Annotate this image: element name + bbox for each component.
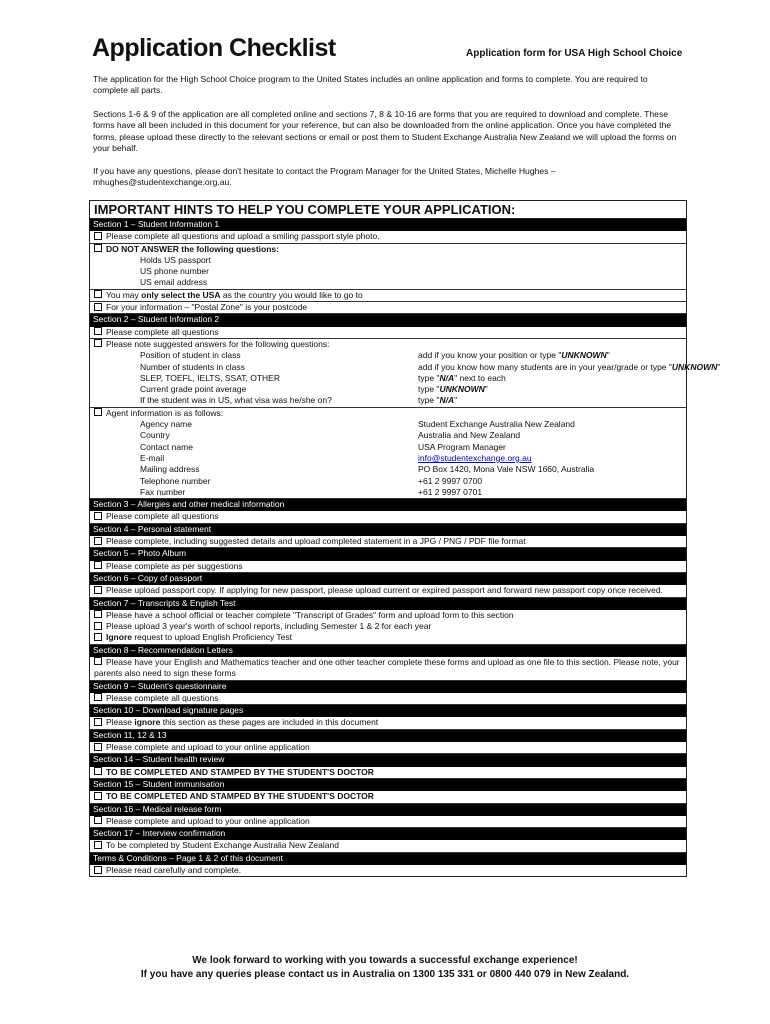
checkbox-icon [94, 743, 102, 751]
section-header: Section 14 – Student health review [90, 754, 686, 766]
checkbox-icon [94, 657, 102, 665]
sub-item: Holds US passport [140, 254, 211, 265]
section-header: Section 2 – Student Information 2 [90, 314, 686, 326]
section-header: Section 1 – Student Information 1 [90, 219, 686, 231]
intro-paragraph-2: Sections 1-6 & 9 of the application are all completed online and sections 7, 8 & 10-16 are forms that you are required to download and complete. These forms have all been included in this document for your reference, but can also be downloaded from the online application. Once you have completed the forms, please upload these directly to the relevant sections or email or post them to Student Exchange Australia New Zealand we will upload the forms on your behalf. [93, 109, 677, 153]
hints-table [89, 200, 721, 877]
footer-line-1: We look forward to working with you towards a successful exchange experience! [192, 955, 578, 966]
checklist-item: TO BE COMPLETED AND STAMPED BY THE STUDENT'S DOCTOR [90, 791, 686, 803]
checkbox-icon [94, 792, 102, 800]
suggested-answer-row: Number of students in class add if you know how many students are in your year/grade or type "UNKNOWN" [140, 361, 721, 372]
checkbox-icon [94, 290, 102, 298]
page-title: Application Checklist [92, 34, 336, 62]
checkbox-icon [94, 866, 102, 874]
footer-line-2: If you have any queries please contact us in Australia on 1300 135 331 or 0800 440 079 in New Zealand. [140, 969, 630, 980]
suggested-answer-row: If the student was in US, what visa was he/she on? type "N/A" [90, 395, 686, 407]
checklist-item: Agent information is as follows: [90, 408, 686, 419]
section-header: Section 5 – Photo Album [90, 548, 686, 560]
sub-item: US email address [90, 277, 686, 289]
checkbox-icon [94, 718, 102, 726]
checklist-item: Please read carefully and complete. [90, 865, 686, 876]
section-header: Section 11, 12 & 13 [90, 730, 686, 742]
section-header: Section 16 – Medical release form [90, 804, 686, 816]
section-header: Section 10 – Download signature pages [90, 705, 686, 717]
checklist-item: Please complete and upload to your online application [90, 816, 686, 828]
agent-info-row: Mailing address PO Box 1420, Mona Vale NSW 1660, Australia [140, 464, 595, 475]
checkbox-icon [94, 339, 102, 347]
agent-info-row: Fax number +61 2 9997 0701 [90, 487, 686, 499]
checklist-item: DO NOT ANSWER the following questions: [90, 244, 686, 255]
agent-info-row: Country Australia and New Zealand [140, 430, 521, 441]
checkbox-icon [94, 561, 102, 569]
checkbox-icon [94, 303, 102, 311]
section-header: Section 3 – Allergies and other medical information [90, 499, 686, 511]
agent-info-row: Contact name USA Program Manager [140, 441, 506, 452]
section-header: Section 9 – Student's questionnaire [90, 681, 686, 693]
suggested-answer-row: Position of student in class add if you know your position or type "UNKNOWN" [140, 350, 610, 361]
checklist-item: Please ignore this section as these pages are included in this document [90, 717, 686, 729]
checklist-item: TO BE COMPLETED AND STAMPED BY THE STUDENT'S DOCTOR [90, 767, 686, 779]
agent-info-row: E-mail info@studentexchange.org.au [90, 453, 686, 464]
checklist-item: Please complete as per suggestions [90, 561, 686, 573]
checkbox-icon [94, 767, 102, 775]
checkbox-icon [94, 633, 102, 641]
hints-heading: IMPORTANT HINTS TO HELP YOU COMPLETE YOUR APPLICATION: [90, 201, 686, 219]
section-header: Terms & Conditions – Page 1 & 2 of this document [90, 853, 686, 865]
checklist-item: Please upload 3 year's worth of school reports, including Semester 1 & 2 for each year [90, 621, 686, 632]
checkbox-icon [94, 232, 102, 240]
checklist-item: You may only select the USA as the country you would like to go to [90, 290, 686, 302]
agent-info-row: Agency name Student Exchange Australia New Zealand [140, 419, 575, 430]
intro-paragraph-3: If you have any questions, please don't hesitate to contact the Program Manager for the United States, Michelle Hughes – mhughes@studentexchange.org.au. [93, 166, 556, 188]
checkbox-icon [94, 408, 102, 416]
section-header: Section 7 – Transcripts & English Test [90, 598, 686, 610]
checkbox-icon [94, 693, 102, 701]
checklist-item: Please have a school official or teacher complete "Transcript of Grades" form and upload form to this section [90, 610, 686, 621]
checkbox-icon [94, 816, 102, 824]
checklist-item: Please complete all questions [90, 693, 686, 705]
checkbox-icon [94, 841, 102, 849]
email-link[interactable]: info@studentexchange.org.au [418, 452, 532, 463]
suggested-answer-row: Current grade point average type "UNKNOWN" [140, 384, 488, 395]
checkbox-icon [94, 586, 102, 594]
checkbox-icon [94, 512, 102, 520]
intro-paragraph-1: The application for the High School Choice program to the United States includes an online application and forms to complete. You are required to complete all parts. [93, 74, 648, 96]
checklist-item: Ignore request to upload English Proficiency Test [90, 632, 686, 644]
checklist-item: To be completed by Student Exchange Australia New Zealand [90, 840, 686, 852]
checklist-item: Please complete all questions [90, 327, 686, 339]
checklist-item: Please complete and upload to your online application [90, 742, 686, 754]
checkbox-icon [94, 622, 102, 630]
section-header: Section 17 – Interview confirmation [90, 828, 686, 840]
section-header: Section 6 – Copy of passport [90, 573, 686, 585]
suggested-answer-row: SLEP, TOEFL, IELTS, SSAT, OTHER type "N/A" next to each [140, 372, 506, 383]
checklist-item: Please have your English and Mathematics teacher and one other teacher complete these forms and upload as one file to this section. Please note, your parents also need to sign these forms [90, 657, 686, 681]
agent-info-row: Telephone number +61 2 9997 0700 [140, 475, 483, 486]
sub-item: US phone number [140, 266, 209, 277]
checklist-item: Please complete, including suggested details and upload completed statement in a JPG / PNG / PDF file format [90, 536, 686, 548]
checklist-item: Please complete all questions [90, 511, 686, 523]
checkbox-icon [94, 327, 102, 335]
checklist-item: Please upload passport copy. If applying for new passport, please upload current or expired passport and forward new passport copy once received. [90, 585, 686, 597]
checkbox-icon [94, 244, 102, 252]
page-subtitle: Application form for USA High School Choice [466, 48, 683, 59]
checkbox-icon [94, 537, 102, 545]
checklist-item: Please complete all questions and upload a smiling passport style photo. [90, 231, 686, 243]
section-header: Section 8 – Recommendation Letters [90, 645, 686, 657]
checklist-item: Please note suggested answers for the following questions: [90, 339, 686, 350]
section-header: Section 4 – Personal statement [90, 524, 686, 536]
checkbox-icon [94, 610, 102, 618]
checklist-item: For your information – "Postal Zone" is your postcode [90, 302, 686, 314]
section-header: Section 15 – Student immunisation [90, 779, 686, 791]
